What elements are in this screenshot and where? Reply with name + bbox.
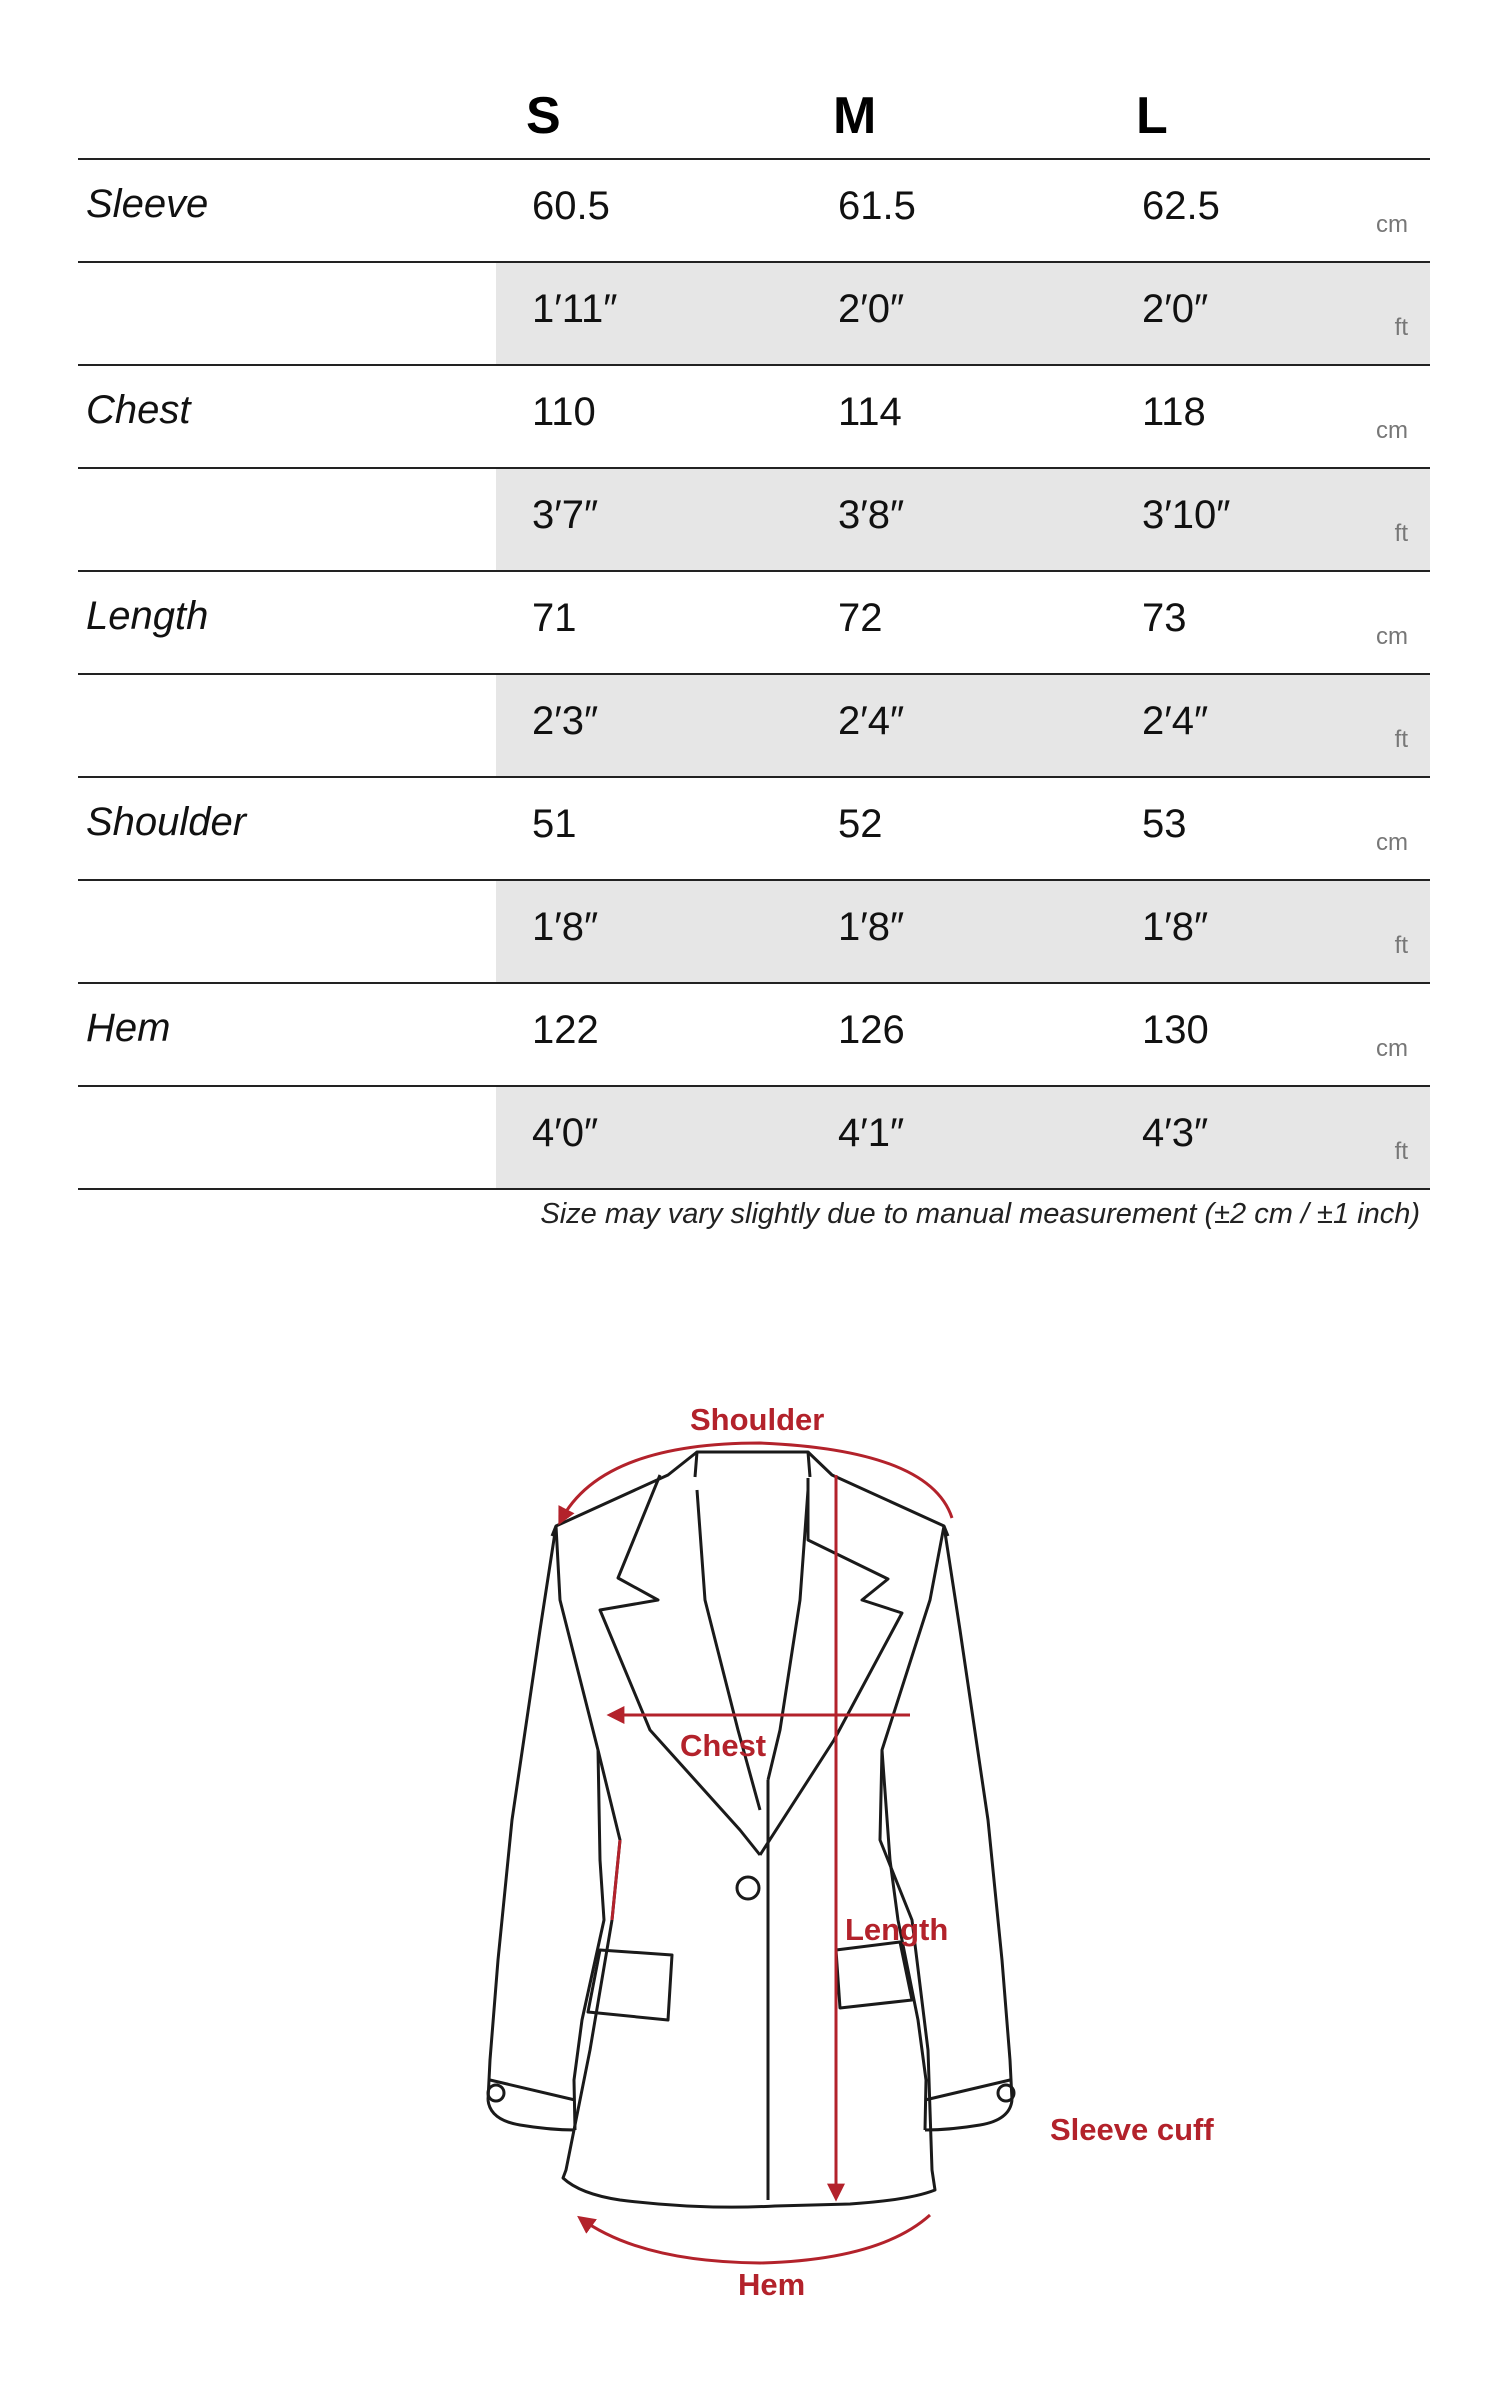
measurement-label: Hem — [86, 1006, 171, 1050]
row-shade — [496, 675, 1430, 776]
value-s: 1′11″ — [532, 287, 618, 331]
row-shade — [496, 1087, 1430, 1188]
row-shoulder-ft — [78, 881, 1430, 984]
value-m: 4′1″ — [838, 1111, 905, 1155]
unit-label: cm — [1376, 829, 1408, 856]
hem-arrow — [580, 2215, 930, 2263]
unit-label: cm — [1376, 1035, 1408, 1062]
value-s: 1′8″ — [532, 905, 599, 949]
row-shade — [496, 263, 1430, 364]
value-s: 110 — [532, 390, 596, 434]
value-l: 3′10″ — [1142, 493, 1231, 537]
measurement-label: Shoulder — [86, 800, 247, 844]
size-header-row — [78, 70, 1430, 160]
unit-label: ft — [1394, 314, 1408, 341]
unit-label: ft — [1394, 520, 1408, 547]
value-l: 73 — [1142, 596, 1187, 640]
jacket-outline — [488, 1452, 1014, 2207]
size-header-m: M — [833, 87, 877, 145]
unit-label: ft — [1394, 726, 1408, 753]
size-header-s: S — [526, 87, 561, 145]
value-s: 51 — [532, 802, 577, 846]
row-shoulder-cm — [78, 778, 1430, 881]
unit-label: ft — [1394, 1138, 1408, 1165]
value-l: 130 — [1142, 1008, 1209, 1052]
value-m: 126 — [838, 1008, 905, 1052]
measurement-note: Size may vary slightly due to manual measurement (±2 cm / ±1 inch) — [540, 1198, 1420, 1230]
measurement-label: Length — [86, 594, 209, 638]
value-m: 1′8″ — [838, 905, 905, 949]
value-s: 4′0″ — [532, 1111, 599, 1155]
value-s: 60.5 — [532, 184, 610, 228]
value-m: 3′8″ — [838, 493, 905, 537]
row-chest-ft — [78, 469, 1430, 572]
value-l: 1′8″ — [1142, 905, 1209, 949]
value-l: 4′3″ — [1142, 1111, 1209, 1155]
value-m: 2′4″ — [838, 699, 905, 743]
label-length: Length — [845, 1912, 949, 1947]
measurement-label: Chest — [86, 388, 191, 432]
label-hem: Hem — [738, 2267, 806, 2300]
value-l: 53 — [1142, 802, 1187, 846]
unit-label: cm — [1376, 417, 1408, 444]
row-length-cm — [78, 572, 1430, 675]
row-chest-cm — [78, 366, 1430, 469]
value-s: 71 — [532, 596, 577, 640]
row-hem-cm — [78, 984, 1430, 1087]
row-hem-ft — [78, 1087, 1430, 1190]
label-shoulder: Shoulder — [690, 1402, 825, 1437]
label-sleeve-cuff: Sleeve cuff — [1050, 2112, 1214, 2147]
row-sleeve-cm — [78, 160, 1430, 263]
value-s: 3′7″ — [532, 493, 599, 537]
row-sleeve-ft — [78, 263, 1430, 366]
value-s: 2′3″ — [532, 699, 599, 743]
value-m: 2′0″ — [838, 287, 905, 331]
value-l: 118 — [1142, 390, 1206, 434]
value-m: 61.5 — [838, 184, 916, 228]
unit-label: cm — [1376, 623, 1408, 650]
value-m: 72 — [838, 596, 883, 640]
unit-label: cm — [1376, 211, 1408, 238]
value-l: 2′0″ — [1142, 287, 1209, 331]
value-s: 122 — [532, 1008, 599, 1052]
value-m: 114 — [838, 390, 902, 434]
size-header-l: L — [1136, 87, 1168, 145]
jacket-measurement-diagram — [0, 1300, 1500, 2300]
label-chest: Chest — [680, 1728, 767, 1763]
row-shade — [496, 881, 1430, 982]
unit-label: ft — [1394, 932, 1408, 959]
row-length-ft — [78, 675, 1430, 778]
value-m: 52 — [838, 802, 883, 846]
measurement-label: Sleeve — [86, 182, 209, 226]
shoulder-arrow — [560, 1443, 952, 1522]
value-l: 2′4″ — [1142, 699, 1209, 743]
row-shade — [496, 469, 1430, 570]
value-l: 62.5 — [1142, 184, 1220, 228]
